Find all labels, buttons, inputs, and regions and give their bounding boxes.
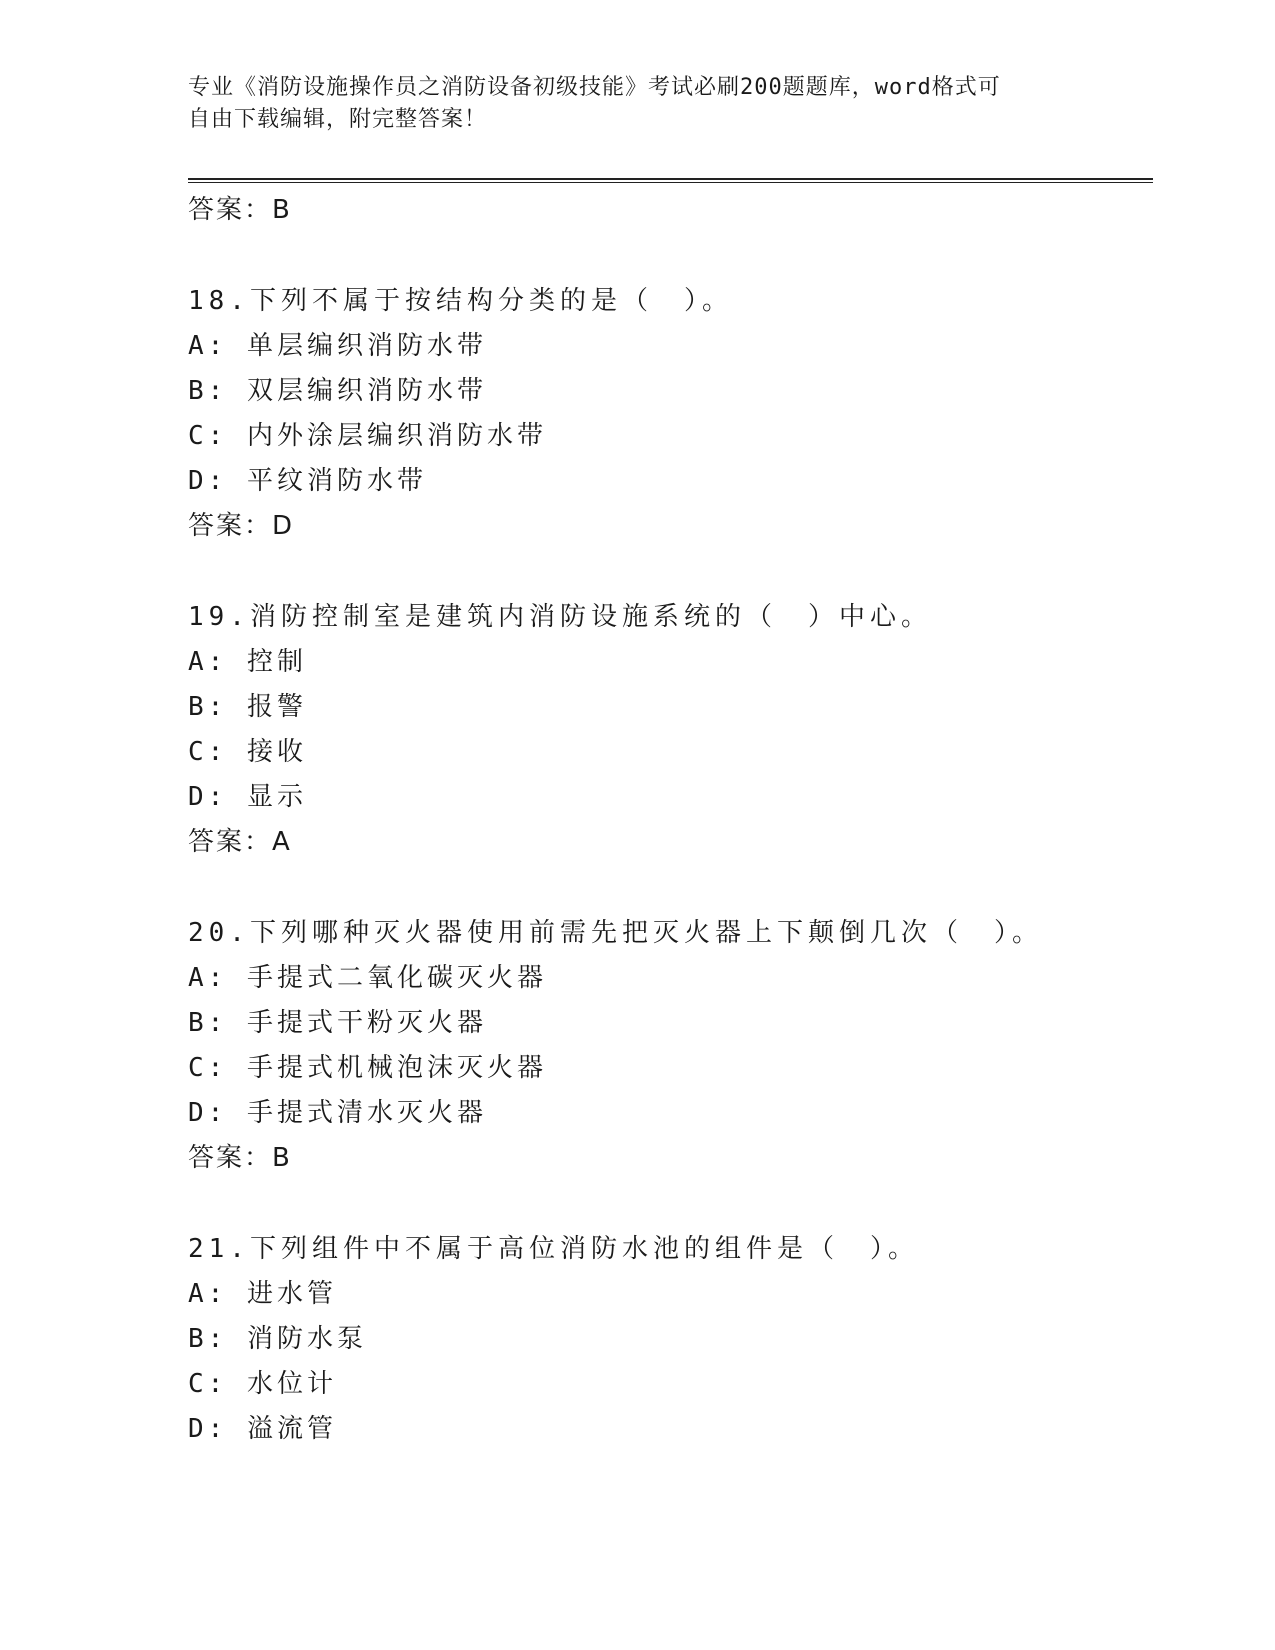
answer-20: 答案：B <box>188 1143 292 1173</box>
question-20: 20.下列哪种灭火器使用前需先把灭火器上下颠倒几次（ ）。 <box>188 918 1043 948</box>
option-19-b: B: 报警 <box>188 692 307 722</box>
option-20-b: B: 手提式干粉灭火器 <box>188 1008 487 1038</box>
option-18-a: A: 单层编织消防水带 <box>188 331 487 361</box>
option-19-d: D: 显示 <box>188 782 307 812</box>
option-21-d: D: 溢流管 <box>188 1414 337 1444</box>
question-18: 18.下列不属于按结构分类的是（ ）。 <box>188 286 733 316</box>
answer-prev: 答案：B <box>188 195 292 225</box>
option-19-c: C: 接收 <box>188 737 307 767</box>
question-19: 19.消防控制室是建筑内消防设施系统的（ ）中心。 <box>188 602 932 632</box>
header-line-2: 自由下载编辑，附完整答案！ <box>188 107 488 132</box>
option-20-d: D: 手提式清水灭火器 <box>188 1098 487 1128</box>
option-18-b: B: 双层编织消防水带 <box>188 376 487 406</box>
option-19-a: A: 控制 <box>188 647 307 677</box>
option-20-a: A: 手提式二氧化碳灭火器 <box>188 963 547 993</box>
option-21-c: C: 水位计 <box>188 1369 337 1399</box>
option-21-b: B: 消防水泵 <box>188 1324 367 1354</box>
page-header <box>188 72 1088 136</box>
question-21: 21.下列组件中不属于高位消防水池的组件是（ ）。 <box>188 1234 919 1264</box>
option-21-a: A: 进水管 <box>188 1279 337 1309</box>
option-18-c: C: 内外涂层编织消防水带 <box>188 421 547 451</box>
answer-19: 答案：A <box>188 827 292 857</box>
header-divider <box>188 178 1153 183</box>
option-18-d: D: 平纹消防水带 <box>188 466 427 496</box>
header-line-1: 专业《消防设施操作员之消防设备初级技能》考试必刷200题题库，word格式可 <box>188 75 1001 100</box>
option-20-c: C: 手提式机械泡沫灭火器 <box>188 1053 547 1083</box>
answer-18: 答案：D <box>188 511 295 541</box>
